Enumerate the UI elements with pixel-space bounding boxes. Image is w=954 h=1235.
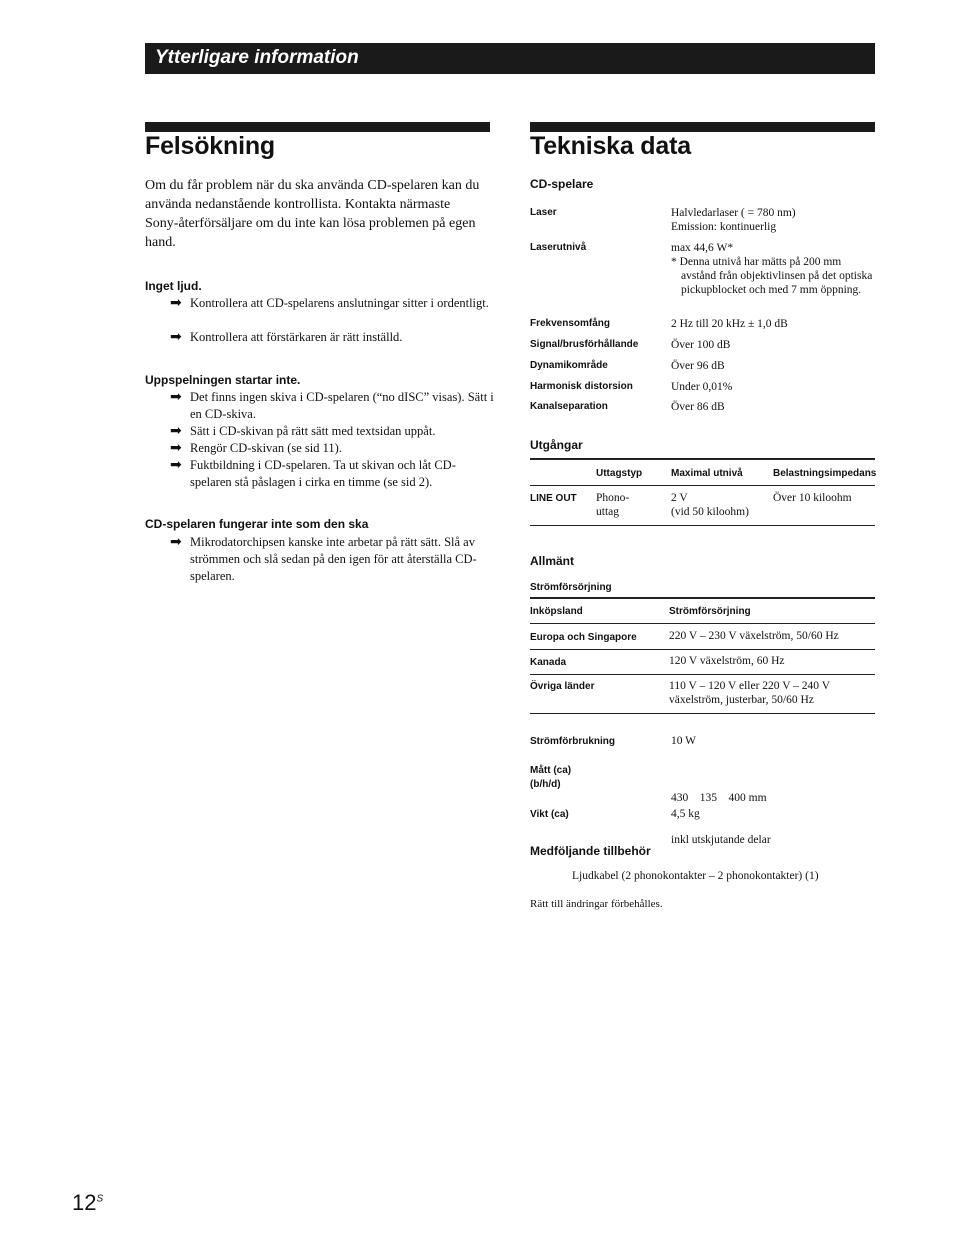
table-rule (530, 623, 875, 624)
power-supply-label: Strömförsörjning (530, 582, 612, 593)
spec-label-frequency: Frekvensomfång (530, 318, 611, 329)
arrow-right-icon: ➡ (170, 329, 182, 345)
troubleshooting-title: Felsökning (145, 132, 275, 160)
troubleshooting-step: ➡ Kontrollera att CD-spelarens anslutningar sitter i ordentligt. (170, 295, 489, 311)
arrow-right-icon: ➡ (170, 457, 182, 473)
troubleshooting-step: ➡ Sätt i CD-skivan på rätt sätt med textsidan uppåt. (170, 423, 436, 439)
supply-row-other-label: Övriga länder (530, 681, 595, 692)
table-rule (530, 458, 875, 460)
outputs-col-impedance: Belastningsimpedans (773, 468, 877, 479)
arrow-right-icon: ➡ (170, 389, 182, 405)
table-rule (530, 485, 875, 486)
arrow-right-icon: ➡ (170, 534, 182, 550)
troubleshooting-step: ➡ Rengör CD-skivan (se sid 11). (170, 440, 342, 456)
table-rule (530, 525, 875, 526)
accessory-item: Ljudkabel (2 phonokontakter – 2 phonokontakter) (1) (572, 870, 819, 882)
supply-row-europe-label: Europa och Singapore (530, 632, 637, 643)
spec-label-dimensions: Mått (ca) (b/h/d) (530, 765, 572, 790)
arrow-right-icon: ➡ (170, 295, 182, 311)
outputs-col-type: Uttagstyp (596, 468, 643, 479)
spec-value-snr: Över 100 dB (671, 339, 731, 351)
general-heading: Allmänt (530, 554, 575, 568)
spec-label-laser-power: Laserutnivå (530, 242, 587, 253)
cd-player-heading: CD-spelare (530, 177, 594, 191)
spec-label-weight: Vikt (ca) (530, 809, 569, 820)
supply-row-canada-label: Kanada (530, 657, 567, 668)
section-heading-playback: Uppspelningen startar inte. (145, 373, 301, 387)
spec-value-separation: Över 86 dB (671, 401, 725, 413)
spec-value-dynamic-range: Över 96 dB (671, 360, 725, 372)
supply-row-europe-value: 220 V – 230 V växelström, 50/60 Hz (669, 630, 839, 642)
spec-value-distortion: Under 0,01% (671, 381, 733, 393)
spec-value-laser-power: max 44,6 W* (671, 242, 734, 254)
outputs-row-label: LINE OUT (530, 493, 577, 504)
outputs-row-type: Phono- uttag (596, 492, 630, 518)
table-rule (530, 597, 875, 599)
troubleshooting-step: ➡ Kontrollera att förstärkaren är rätt inställd. (170, 329, 403, 345)
spec-label-consumption: Strömförbrukning (530, 736, 615, 747)
spec-value-dimensions: 430 135 400 mm inkl utskjutande delar (671, 792, 771, 846)
spec-footnote: * Denna utnivå har mätts på 200 mm avstånd från objektivlinsen på det optiska pickupblocket och med 7 mm öppning. (671, 256, 873, 296)
outputs-row-impedance: Över 10 kiloohm (773, 492, 852, 504)
section-heading-malfunction: CD-spelaren fungerar inte som den ska (145, 517, 369, 531)
section-header-title: Ytterligare information (155, 47, 359, 68)
spec-value-weight: 4,5 kg (671, 808, 700, 820)
spec-value-frequency: 2 Hz till 20 kHz ± 1,0 dB (671, 318, 788, 330)
spec-value-laser: Halvledarlaser ( = 780 nm) Emission: kontinuerlig (671, 207, 796, 233)
supply-col-country: Inköpsland (530, 606, 583, 617)
spec-label-dynamic-range: Dynamikområde (530, 360, 608, 371)
section-heading-no-sound: Inget ljud. (145, 279, 202, 293)
supply-col-power: Strömförsörjning (669, 606, 751, 617)
table-rule (530, 713, 875, 714)
outputs-heading: Utgångar (530, 438, 583, 452)
table-rule (530, 674, 875, 675)
spec-label-snr: Signal/brusförhållande (530, 339, 639, 350)
supply-row-other-value: 110 V – 120 V eller 220 V – 240 V växelström, justerbar, 50/60 Hz (669, 680, 831, 706)
accessories-heading: Medföljande tillbehör (530, 844, 651, 858)
troubleshooting-step: ➡ Fuktbildning i CD-spelaren. Ta ut skivan och låt CD-spelaren stå påslagen i cirka en timme (se sid 2). (170, 457, 456, 489)
section-header-bar (145, 43, 875, 74)
table-rule (530, 649, 875, 650)
spec-label-separation: Kanalseparation (530, 401, 608, 412)
outputs-row-level: 2 V (vid 50 kiloohm) (671, 492, 749, 518)
arrow-right-icon: ➡ (170, 423, 182, 439)
spec-value-consumption: 10 W (671, 735, 697, 747)
spec-label-distortion: Harmonisk distorsion (530, 381, 633, 392)
supply-row-canada-value: 120 V växelström, 60 Hz (669, 655, 785, 667)
arrow-right-icon: ➡ (170, 440, 182, 456)
disclaimer-note: Rätt till ändringar förbehålles. (530, 898, 663, 910)
page-number: $12^S$ (72, 1190, 104, 1215)
right-title-rule (530, 122, 875, 132)
troubleshooting-intro: Om du får problem när du ska använda CD-spelaren kan du använda nedanstående kontrollista. Kontakta närmaste Sony-återförsäljare om du inte kan lösa problemen på egen hand. (145, 178, 480, 250)
troubleshooting-step: ➡ Mikrodatorchipsen kanske inte arbetar på rätt sätt. Slå av strömmen och slå sedan på den igen för att återställa CD-spelaren. (170, 534, 477, 583)
specifications-title: Tekniska data (530, 132, 691, 160)
troubleshooting-step: ➡ Det finns ingen skiva i CD-spelaren (“no dISC” visas). Sätt i en CD-skiva. (170, 389, 494, 421)
spec-label-laser: Laser (530, 207, 557, 218)
left-title-rule (145, 122, 490, 132)
outputs-col-level: Maximal utnivå (671, 468, 743, 479)
